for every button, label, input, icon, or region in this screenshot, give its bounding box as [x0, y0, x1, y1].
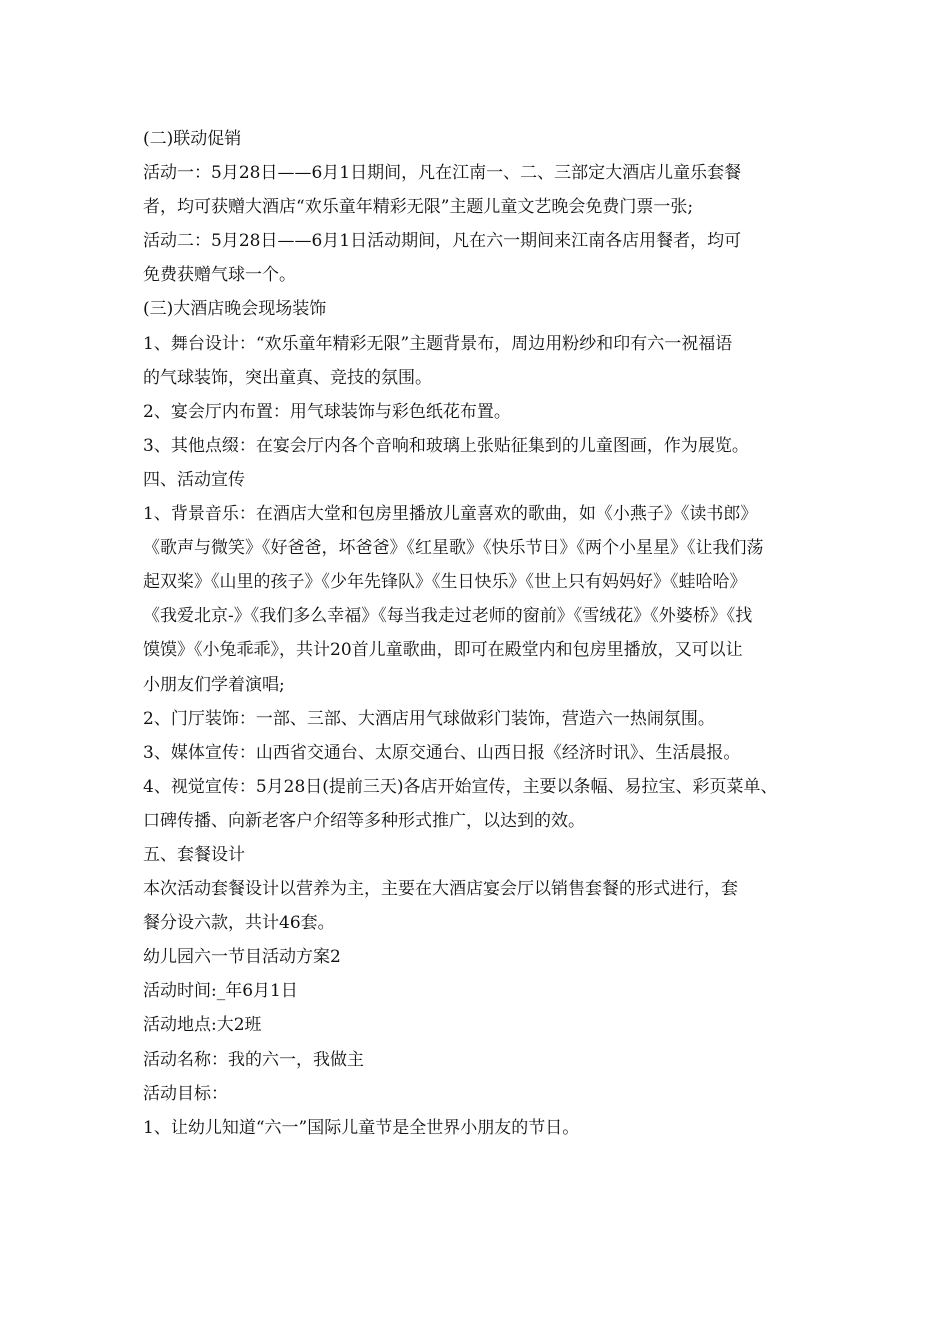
text-line: 1、让幼儿知道“六一”国际儿童节是全世界小朋友的节日。 [143, 1117, 580, 1138]
activity-location: 活动地点:大2班 [143, 1015, 262, 1036]
section-heading-venue-decoration: (三)大酒店晚会现场装饰 [143, 299, 327, 320]
text-line: 免费获赠气球一个。 [143, 265, 296, 286]
text-line: 本次活动套餐设计以营养为主，主要在大酒店宴会厅以销售套餐的形式进行，套 [143, 879, 738, 900]
activity-name: 活动名称：我的六一，我做主 [143, 1049, 364, 1070]
section-heading-publicity: 四、活动宣传 [143, 469, 245, 490]
section-heading-linked-promotion: (二)联动促销 [143, 129, 242, 149]
text-line: 2、门厅装饰：一部、三部、大酒店用气球做彩门装饰，营造六一热闹氛围。 [143, 708, 715, 729]
text-line: 活动一：5月28日——6月1日期间，凡在江南一、二、三部定大酒店儿童乐套餐 [143, 163, 742, 184]
text-line: 活动二：5月28日——6月1日活动期间，凡在六一期间来江南各店用餐者，均可 [143, 231, 742, 252]
text-line: 者，均可获赠大酒店“欢乐童年精彩无限”主题儿童文艺晚会免费门票一张; [143, 197, 694, 218]
text-line: 口碑传播、向新老客户介绍等多种形式推广，以达到的效。 [143, 810, 585, 831]
text-line: 3、媒体宣传：山西省交通台、太原交通台、山西日报《经济时讯》、生活晨报。 [143, 742, 741, 763]
text-line: 《我爱北京-》《我们多么幸福》《每当我走过老师的窗前》《雪绒花》《外婆桥》《找 [143, 606, 753, 627]
text-line: 小朋友们学着演唱; [143, 674, 285, 695]
text-line: 1、舞台设计：“欢乐童年精彩无限”主题背景布，周边用粉纱和印有六一祝福语 [143, 333, 733, 354]
activity-time: 活动时间:_年6月1日 [143, 981, 298, 1002]
text-line: 4、视觉宣传：5月28日(提前三天)各店开始宣传，主要以条幅、易拉宝、彩页菜单、 [143, 776, 778, 797]
text-line: 起双桨》《山里的孩子》《少年先锋队》《生日快乐》《世上只有妈妈好》《蛙哈哈》 [143, 572, 747, 593]
activity-goals-heading: 活动目标： [143, 1083, 228, 1104]
text-line: 3、其他点缀：在宴会厅内各个音响和玻璃上张贴征集到的儿童图画，作为展览。 [143, 435, 749, 456]
text-line: 1、背景音乐：在酒店大堂和包房里播放儿童喜欢的歌曲，如《小燕子》《读书郎》 [143, 504, 758, 525]
document-body [143, 122, 833, 1145]
text-line: 餐分设六款，共计46套。 [143, 913, 335, 934]
text-line: 馍馍》《小兔乖乖》，共计20首儿童歌曲，即可在殿堂内和包房里播放，又可以让 [143, 640, 743, 661]
text-line: 的气球装饰，突出童真、竞技的氛围。 [143, 367, 432, 388]
plan-title: 幼儿园六一节目活动方案2 [143, 947, 341, 968]
section-heading-package-design: 五、套餐设计 [143, 844, 245, 865]
text-line: 2、宴会厅内布置：用气球装饰与彩色纸花布置。 [143, 401, 511, 422]
text-line: 《歌声与微笑》《好爸爸，坏爸爸》《红星歌》《快乐节日》《两个小星星》《让我们荡 [143, 538, 764, 559]
